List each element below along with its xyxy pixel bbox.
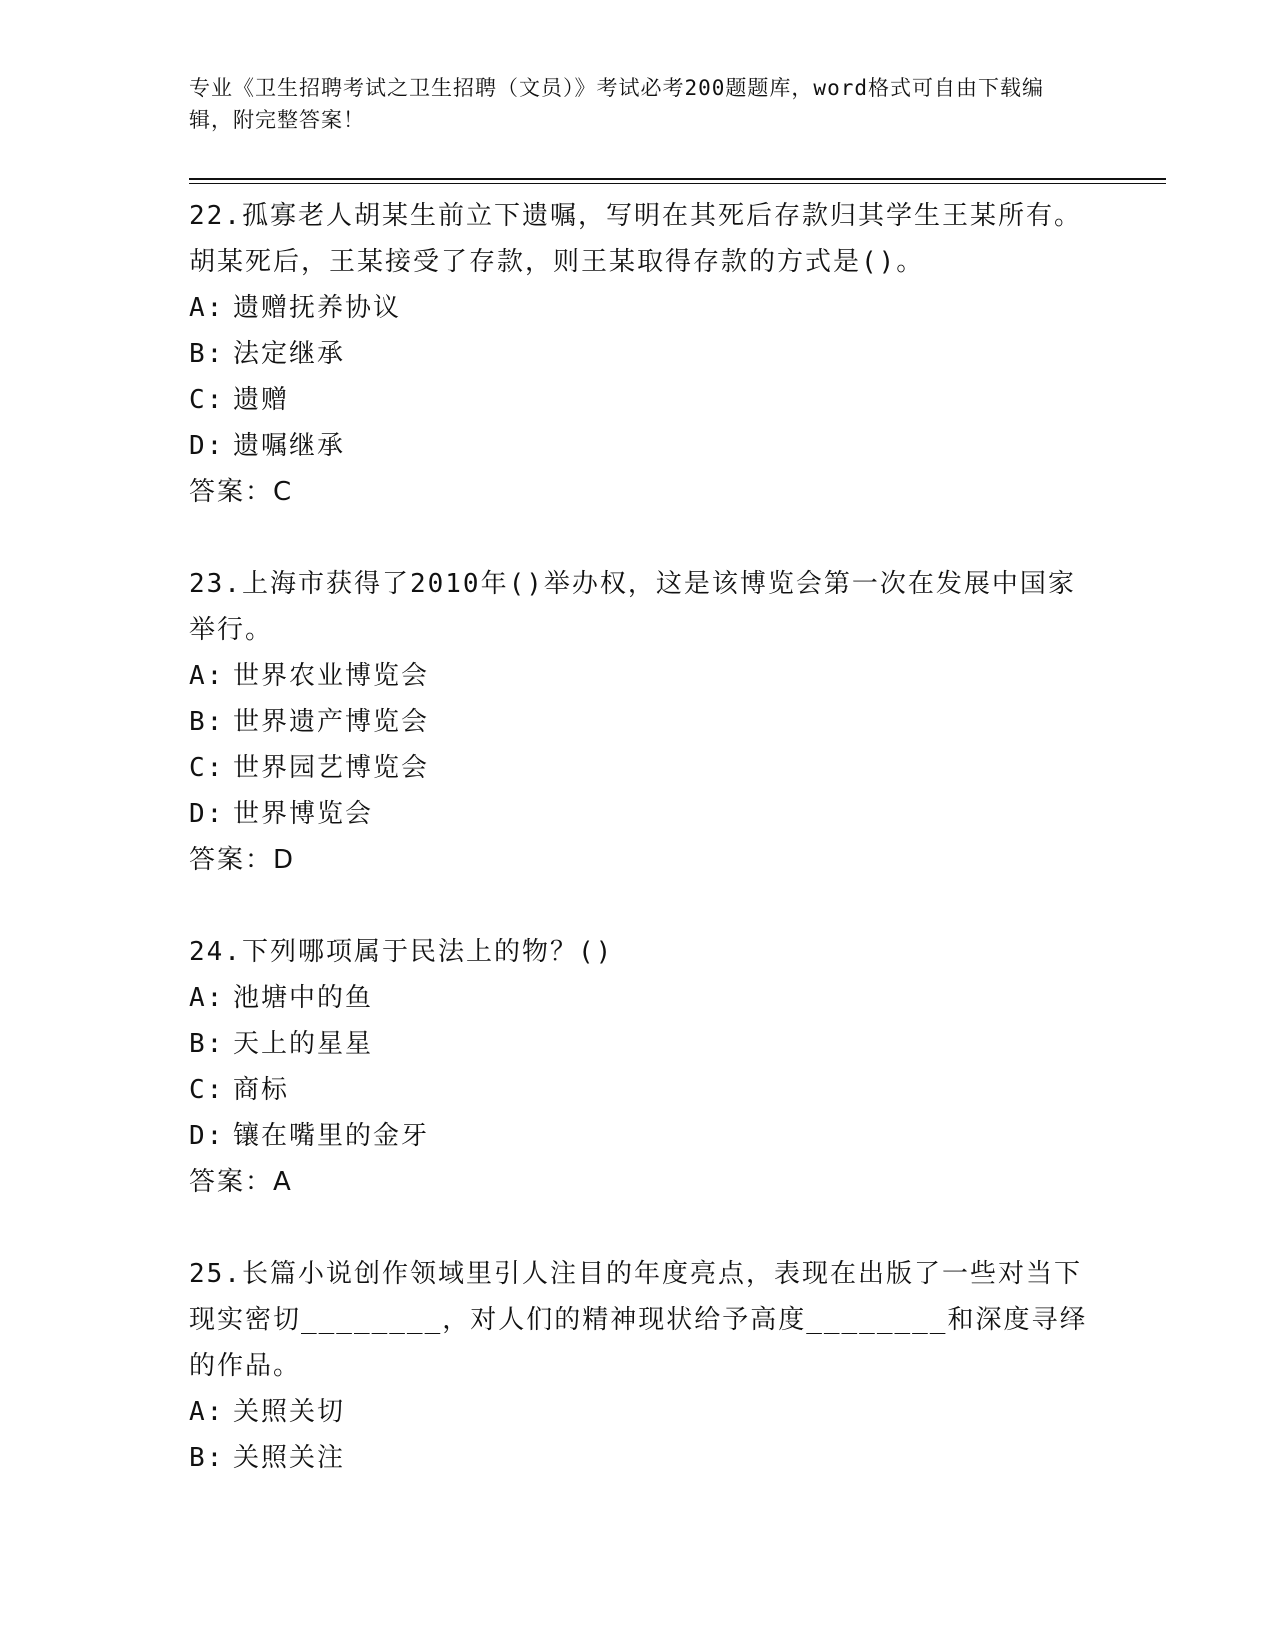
option-c xyxy=(189,745,1089,791)
option-a xyxy=(189,975,1089,1021)
option-text: 池塘中的鱼 xyxy=(233,983,374,1013)
option-c xyxy=(189,1067,1089,1113)
option-letter: C: xyxy=(189,1075,225,1105)
option-letter: D: xyxy=(189,1121,225,1151)
option-a xyxy=(189,653,1089,699)
option-text: 世界博览会 xyxy=(233,799,374,829)
option-letter: B: xyxy=(189,1443,225,1473)
question-text: 22.孤寡老人胡某生前立下遗嘱，写明在其死后存款归其学生王某所有。胡某死后，王某接受了存款，则王某取得存款的方式是()。 xyxy=(189,201,1082,277)
header-divider-thin xyxy=(189,183,1166,184)
option-a xyxy=(189,285,1089,331)
question-text: 25.长篇小说创作领域里引人注目的年度亮点，表现在出版了一些对当下现实密切________，对人们的精神现状给予高度________和深度寻绎的作品。 xyxy=(189,1259,1088,1381)
option-letter: A: xyxy=(189,1397,225,1427)
option-letter: B: xyxy=(189,339,225,369)
option-letter: D: xyxy=(189,431,225,461)
question-22 xyxy=(189,193,1089,515)
option-text: 遗赠 xyxy=(233,385,290,415)
option-b xyxy=(189,699,1089,745)
question-text: 24.下列哪项属于民法上的物？() xyxy=(189,937,614,967)
option-text: 天上的星星 xyxy=(233,1029,374,1059)
document-header: 专业《卫生招聘考试之卫生招聘（文员）》考试必考200题题库，word格式可自由下载编辑，附完整答案！ xyxy=(189,76,1044,132)
option-text: 遗赠抚养协议 xyxy=(233,293,402,323)
answer-line: 答案：D xyxy=(189,845,296,875)
option-letter: B: xyxy=(189,707,225,737)
answer-line: 答案：A xyxy=(189,1167,293,1197)
option-a xyxy=(189,1389,1089,1435)
option-text: 关照关切 xyxy=(233,1397,346,1427)
option-letter: C: xyxy=(189,385,225,415)
question-23 xyxy=(189,561,1089,883)
option-text: 商标 xyxy=(233,1075,290,1105)
option-c xyxy=(189,377,1089,423)
option-text: 世界农业博览会 xyxy=(233,661,430,691)
question-25 xyxy=(189,1251,1089,1481)
option-d xyxy=(189,423,1089,469)
option-b xyxy=(189,1435,1089,1481)
option-b xyxy=(189,1021,1089,1067)
option-letter: A: xyxy=(189,661,225,691)
option-text: 世界园艺博览会 xyxy=(233,753,430,783)
answer-line: 答案：C xyxy=(189,477,294,507)
header-divider-thick xyxy=(189,178,1166,180)
option-text: 镶在嘴里的金牙 xyxy=(233,1121,430,1151)
option-text: 遗嘱继承 xyxy=(233,431,346,461)
option-text: 世界遗产博览会 xyxy=(233,707,430,737)
question-text: 23.上海市获得了2010年()举办权，这是该博览会第一次在发展中国家举行。 xyxy=(189,569,1076,645)
option-d xyxy=(189,791,1089,837)
option-letter: C: xyxy=(189,753,225,783)
option-letter: A: xyxy=(189,293,225,323)
option-text: 关照关注 xyxy=(233,1443,346,1473)
question-24 xyxy=(189,929,1089,1205)
option-d xyxy=(189,1113,1089,1159)
question-list xyxy=(189,193,1089,1527)
option-letter: A: xyxy=(189,983,225,1013)
option-letter: B: xyxy=(189,1029,225,1059)
option-text: 法定继承 xyxy=(233,339,346,369)
option-b xyxy=(189,331,1089,377)
option-letter: D: xyxy=(189,799,225,829)
